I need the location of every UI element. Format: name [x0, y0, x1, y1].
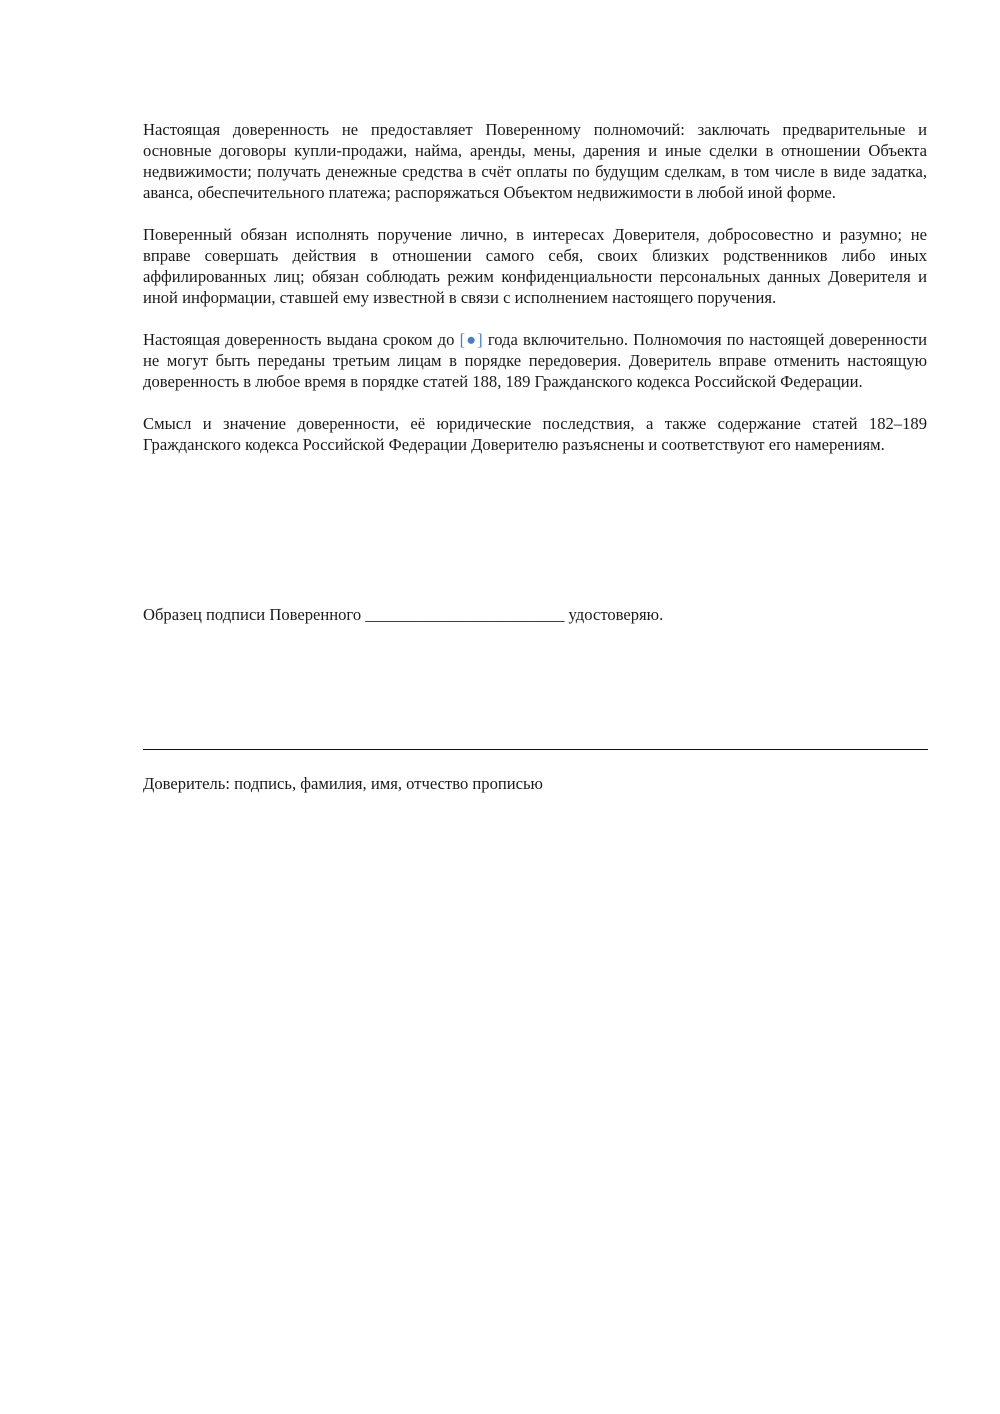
- paragraph-no-sale-authority: Настоящая доверенность не предоставляет Поверенному полномочий: заключать предварительные и основные договоры купли-продажи, найма, аренды, мены, дарения и иные сделки в отношении Объекта недвижимости; получать денежные средства в счёт оплаты по будущим сделкам, в том числе в виде задатка, аванса, обеспечительного платежа; распоряжаться Объектом недвижимости в любой иной форме.: [143, 120, 927, 202]
- paragraph-consequences-explained: Смысл и значение доверенности, её юридические последствия, а также содержание статей 182–189 Гражданского кодекса Российской Федерации Доверителю разъяснены и соответствуют его намерениям.: [143, 414, 927, 454]
- document-body: [143, 119, 927, 476]
- paragraph-validity-term: [143, 329, 927, 392]
- paragraph-attorney-duties: Поверенный обязан исполнять поручение лично, в интересах Доверителя, добросовестно и разумно; не вправе совершать действия в отношении самого себя, своих близких родственников либо иных аффилированных лиц; обязан соблюдать режим конфиденциальности персональных данных Доверителя и иной информации, ставшей ему известной в связи с исполнением настоящего поручения.: [143, 225, 927, 307]
- validity-term-text-before: Настоящая доверенность выдана сроком до: [143, 330, 460, 349]
- validity-term-text-after: года включительно. Полномочия по настоящей доверенности не могут быть переданы третьим лицам в порядке передоверия. Доверитель вправе отменить настоящую доверенность в любое время в порядке статей 188, 189 Гражданского кодекса Российской Федерации.: [143, 330, 927, 391]
- signature-sample-line: Образец подписи Поверенного ________________________ удостоверяю.: [143, 605, 664, 624]
- signature-caption: Доверитель: подпись, фамилия, имя, отчество прописью: [143, 774, 543, 793]
- date-placeholder: [●]: [459, 330, 483, 349]
- signature-rule: [143, 749, 928, 750]
